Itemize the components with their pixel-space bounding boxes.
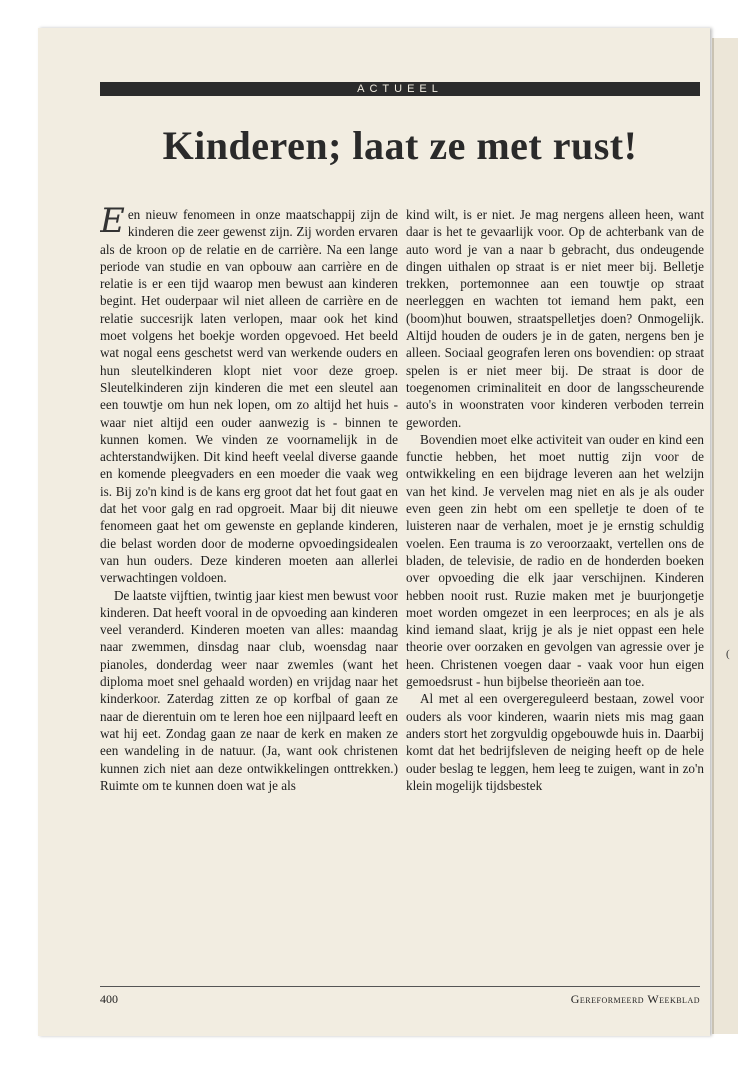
paragraph: Bovendien moet elke activiteit van ouder en kind een functie hebben, het moet nuttig zijn voor de ontwikkeling en een bijdrage leveren aan het welzijn van het kind. Je vervelen mag niet en als je als ouder even geen zin hebt om een spelletje te doen of te luisteren naar de verhalen, moet je je ernstig schuldig voelen. Een trauma is zo veroorzaakt, vertellen ons de bladen, de televisie, de radio en de honderden boeken over opvoeding die elk jaar verschijnen. Kinderen hebben nooit rust. Ruzie maken met je buurjongetje moet worden omgezet in een leerproces; en als je als kind iemand slaat, krijg je als je niet oppast een hele theorie over oorzaken en gevolgen van agressie over je heen. Christenen voegen daar - vaak voor hun eigen gemoedsrust - hun bijbelse theorieën aan toe. [406,431,704,690]
drop-cap: E [100,206,125,241]
paragraph [100,206,398,587]
paragraph: kind wilt, is er niet. Je mag nergens alleen heen, want daar is het te gevaarlijk voor. Op de achterbank van de auto word je van a naar b gebracht, dus ondeugende dingen uithalen op straat is er niet meer bij. Belletje trekken, portemonnee aan een touwtje op straat neerleggen en wachten tot iemand hem pakt, een (boom)hut bouwen, straatspelletjes doen? Onmogelijk. Altijd houden de ouders je in de gaten, nergens ben je alleen. Sociaal geografen leren ons bovendien: op straat spelen is er niet meer bij. De straat is door de toegenomen criminaliteit en door de langsscheurende auto's in woonstraten voor kinderen verboden terrein geworden. [406,207,704,430]
paragraph: Al met al een overgereguleerd bestaan, zowel voor ouders als voor kinderen, waarin niets mis mag gaan anders stort het zorgvuldig opgebouwde huis in. Daarbij komt dat het bedrijfsleven de neiging heeft op de hele ouder beslag te leggen, hem leeg te zuigen, want in zo'n klein mogelijk tijdsbestek [406,691,704,793]
footer-divider [100,986,700,987]
publication-name: Gereformeerd Weekblad [570,992,700,1006]
paragraph: De laatste vijftien, twintig jaar kiest men bewust voor kinderen. Dat heeft vooral in de opvoeding aan kinderen veel veranderd. Kinderen moeten van alles: maandag naar zwemmen, dinsdag naar club, woensdag naar pianoles, donderdag weer naar zwemles (want het diploma moet snel gehaald worden) en vrijdag naar het kinderkoor. Zaterdag zitten ze op korfbal of gaan ze naar de dierentuin om te leren hoe een nijlpaard leeft en wat hij eet. Zondag gaan ze naar de kerk en maken ze een wandeling in de natuur. (Ja, want ook christenen kunnen zich niet aan deze ontwikkelingen onttrekken.) Ruimte om te kunnen doen wat je als [100,587,398,793]
article-column-right [406,206,704,984]
article-column-left [100,206,398,984]
paragraph-text: en nieuw fenomeen in onze maatschappij zijn de kinderen die zeer gewenst zijn. Zij worden ervaren als de kroon op de relatie en de carrière. Na een lange periode van studie en van opbouw aan carrière en de relatie is er een tijd waarop men bewust aan kinderen begint. Het ouderpaar wil niet alleen de carrière en de relatie succesrijk laten verlopen, maar ook het kind moet volgens het boekje worden opgevoed. Het beeld wat nogal eens geschetst werd van werkende ouders en hun sleutelkinderen klopt niet voor deze groep. Sleutelkinderen zijn kinderen die met een sleutel aan een touwtje om hun nek lopen, om zo altijd het huis - waar niet altijd een ouder aanwezig is - binnen te kunnen komen. We vinden ze voornamelijk in de achterstandwijken. Dit kind heeft veelal diverse gaande en komende pleegvaders en een moeder die vaak weg is. Bij zo'n kind is de kans erg groot dat het fout gaat en dat het voor galg en rad opgroeit. Maar bij dit nieuwe fenomeen gaat het om gewenste en geplande kinderen, die belast worden door de moderne opvoedingsidealen van hun ouders. Deze kinderen moeten aan allerlei verwachtingen voldoen. [100,207,398,586]
page-edge-mark: ( [726,648,730,660]
adjacent-page-edge [712,38,738,1034]
section-header: ACTUEEL [100,82,700,96]
article-title: Kinderen; laat ze met rust! [162,123,638,168]
page-number: 400 [100,992,118,1006]
